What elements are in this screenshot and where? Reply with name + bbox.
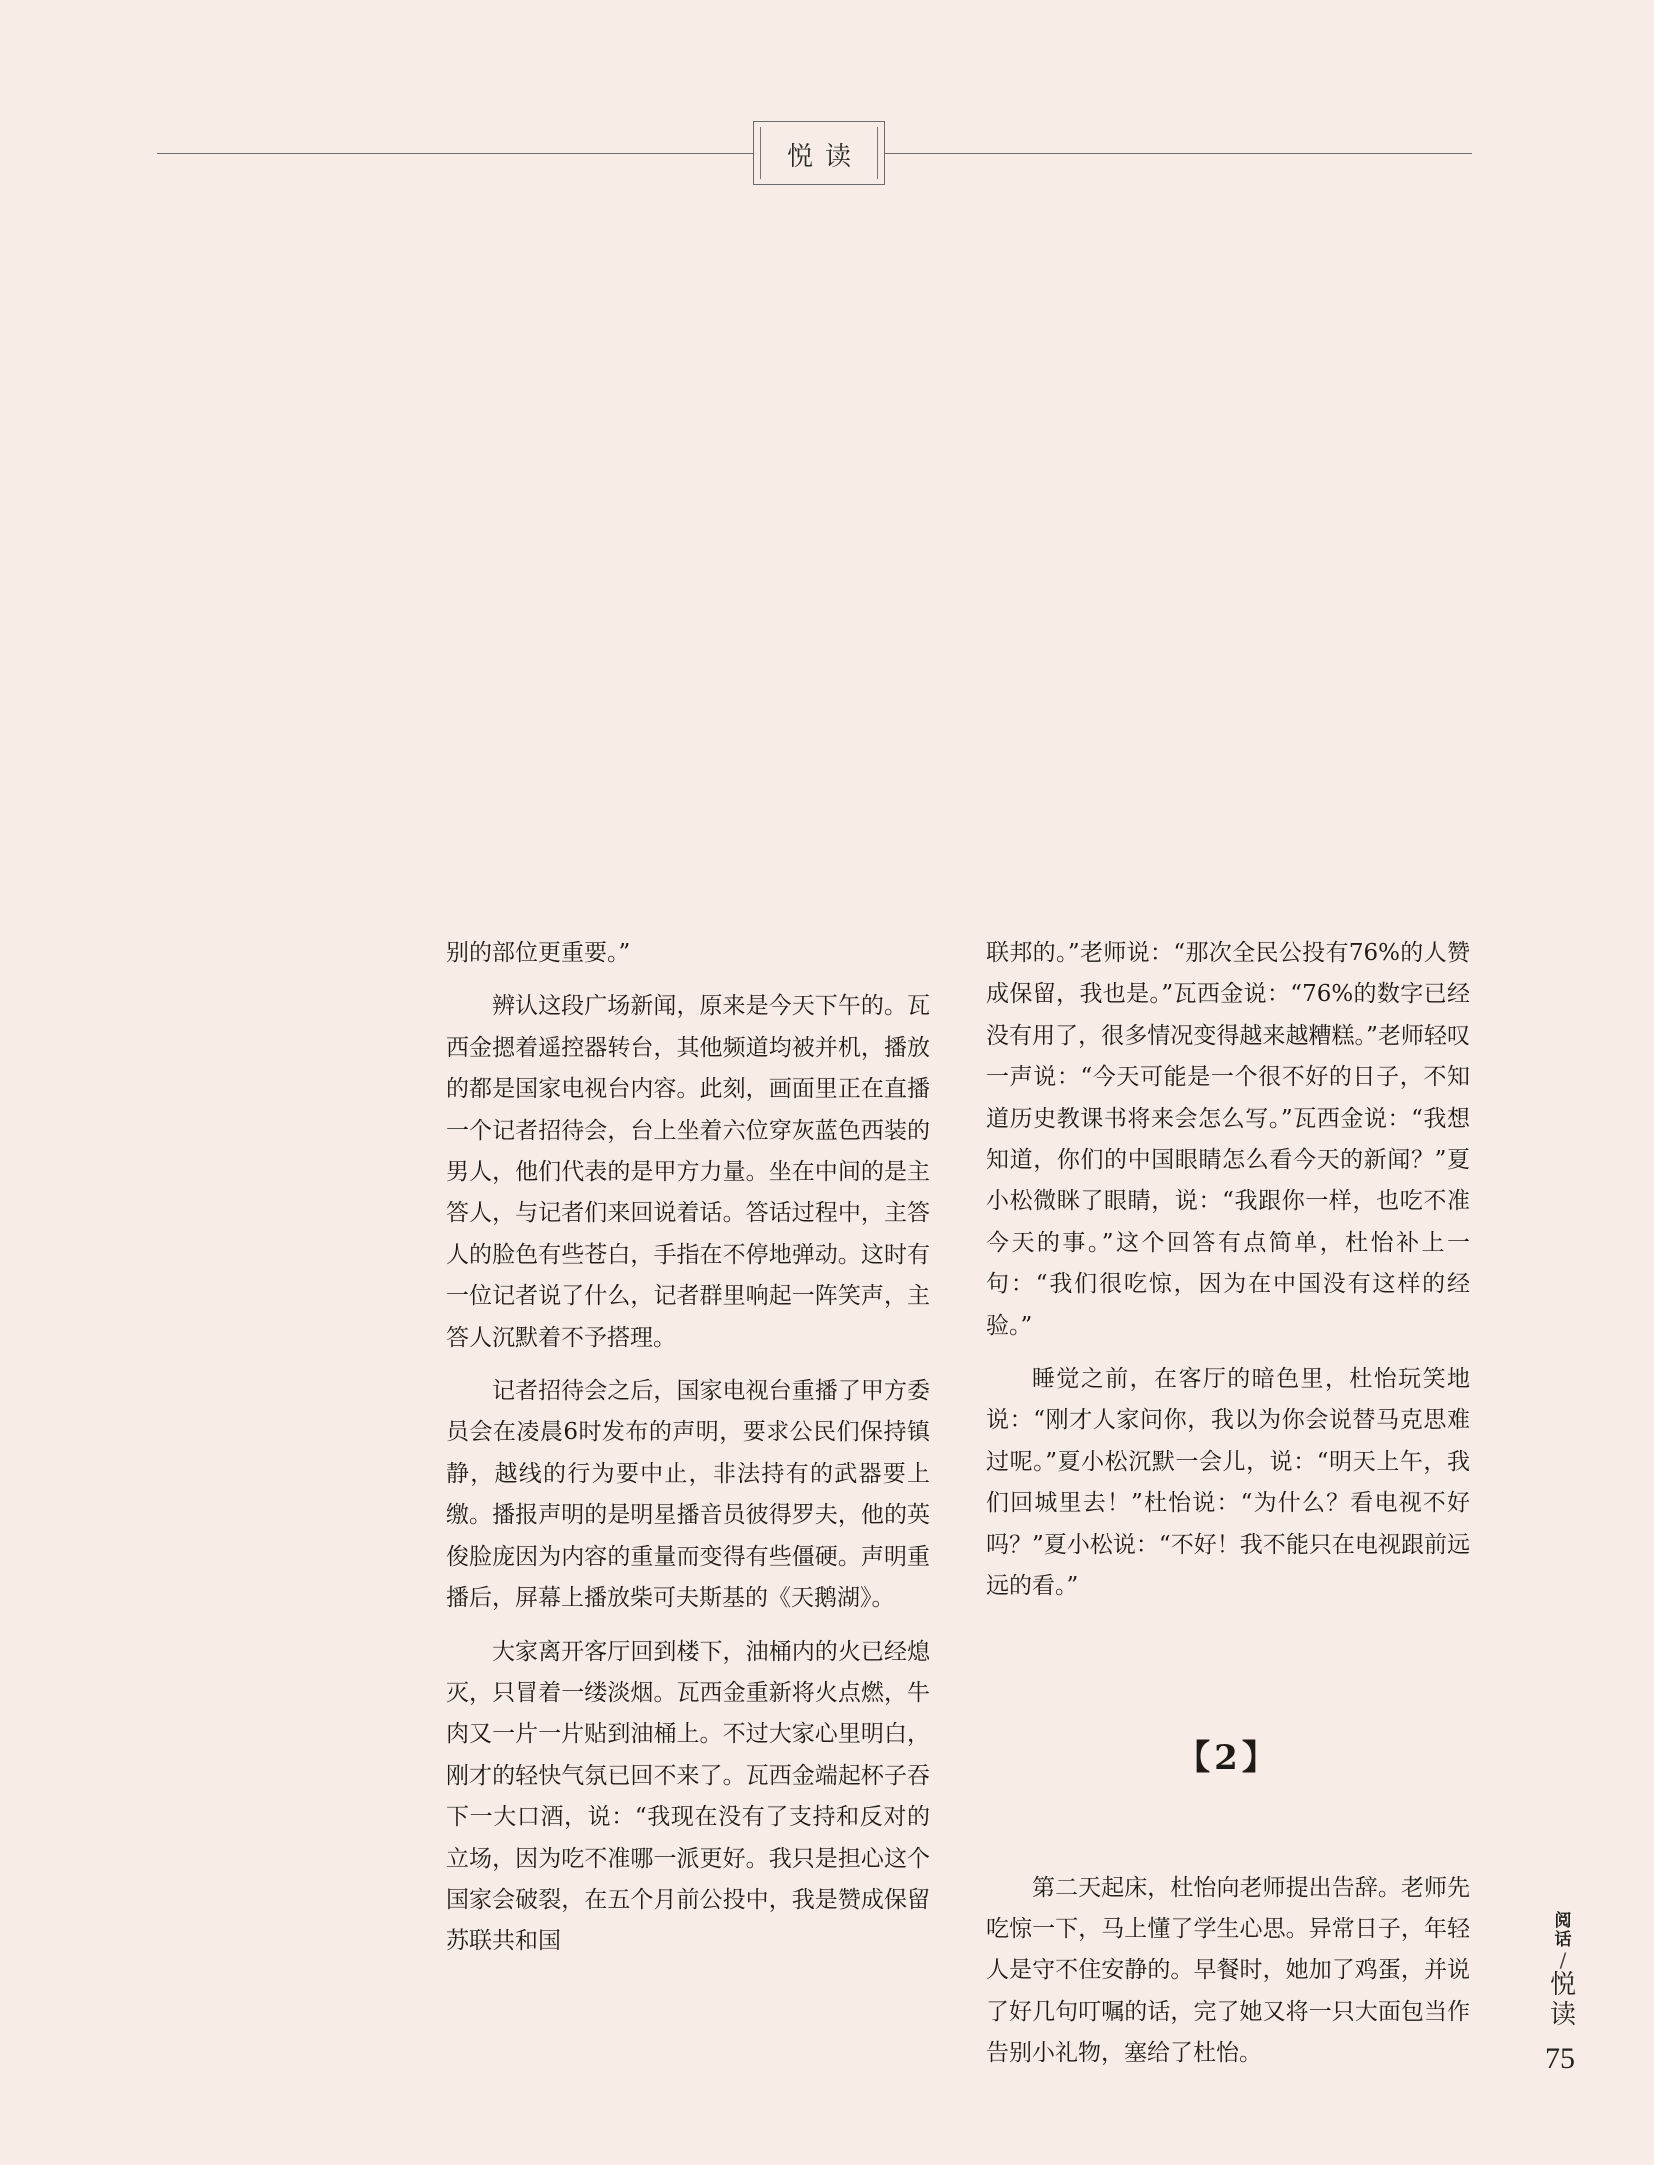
right-text-column (986, 933, 1470, 2087)
paragraph: 大家离开客厅回到楼下，油桶内的火已经熄灭，只冒着一缕淡烟。瓦西金重新将火点燃，牛肉又一片一片贴到油桶上。不过大家心里明白，刚才的轻快气氛已回不来了。瓦西金端起杯子吞下一大口酒，说：“我现在没有了支持和反对的立场，因为吃不准哪一派更好。我只是担心这个国家会破裂，在五个月前公投中，我是赞成保留苏联共和国 (446, 1638, 930, 1955)
section-heading: 【2】 (1176, 1737, 1280, 1778)
side-label-slash: / (1559, 1948, 1567, 1972)
header-rule-right (885, 153, 1472, 154)
magazine-side-label (1548, 1912, 1578, 2030)
paragraph: 别的部位更重要。” (446, 940, 631, 966)
paragraph: 联邦的。”老师说：“那次全民公投有76%的人赞成保留，我也是。”瓦西金说：“76%的数字已经没有用了，很多情况变得越来越糟糕。”老师轻叹一声说：“今天可能是一个很不好的日子，不知道历史教课书将来会怎么写。”瓦西金说：“我想知道，你们的中国眼睛怎么看今天的新闻？”夏小松微眯了眼睛，说：“我跟你一样，也吃不准今天的事。”这个回答有点简单，杜怡补上一句：“我们很吃惊，因为在中国没有这样的经验。” (986, 940, 1470, 1339)
paragraph: 辨认这段广场新闻，原来是今天下午的。瓦西金摁着遥控器转台，其他频道均被并机，播放的都是国家电视台内容。此刻，画面里正在直播一个记者招待会，台上坐着六位穿灰蓝色西装的男人，他们代表的是甲方力量。坐在中间的是主答人，与记者们来回说着话。答话过程中，主答人的脸色有些苍白，手指在不停地弹动。这时有一位记者说了什么，记者群里响起一阵笑声，主答人沉默着不予搭理。 (446, 993, 930, 1351)
header-rule-left (157, 153, 753, 154)
page-number: 75 (1545, 2042, 1575, 2075)
section-title: 悦读 (786, 142, 863, 172)
section-title-box (753, 121, 885, 185)
side-label-top: 阅话 (1554, 1911, 1572, 1950)
paragraph: 第二天起床，杜怡向老师提出告辞。老师先吃惊一下，马上懂了学生心思。异常日子，年轻人是守不住安静的。早餐时，她加了鸡蛋，并说了好几句叮嘱的话，完了她又将一只大面包当作告别小礼物，塞给了杜怡。 (986, 1874, 1470, 2067)
paragraph: 睡觉之前，在客厅的暗色里，杜怡玩笑地说：“刚才人家问你，我以为你会说替马克思难过呢。”夏小松沉默一会儿，说：“明天上午，我们回城里去！”杜怡说：“为什么？看电视不好吗？”夏小松说：“不好！我不能只在电视跟前远远的看。” (986, 1366, 1470, 1600)
side-label-bottom: 悦读 (1549, 1970, 1576, 2030)
paragraph: 记者招待会之后，国家电视台重播了甲方委员会在凌晨6时发布的声明，要求公民们保持镇静，越线的行为要中止，非法持有的武器要上缴。播报声明的是明星播音员彼得罗夫，他的英俊脸庞因为内容的重量而变得有些僵硬。声明重播后，屏幕上播放柴可夫斯基的《天鹅湖》。 (446, 1378, 930, 1612)
left-text-column (446, 933, 930, 1975)
